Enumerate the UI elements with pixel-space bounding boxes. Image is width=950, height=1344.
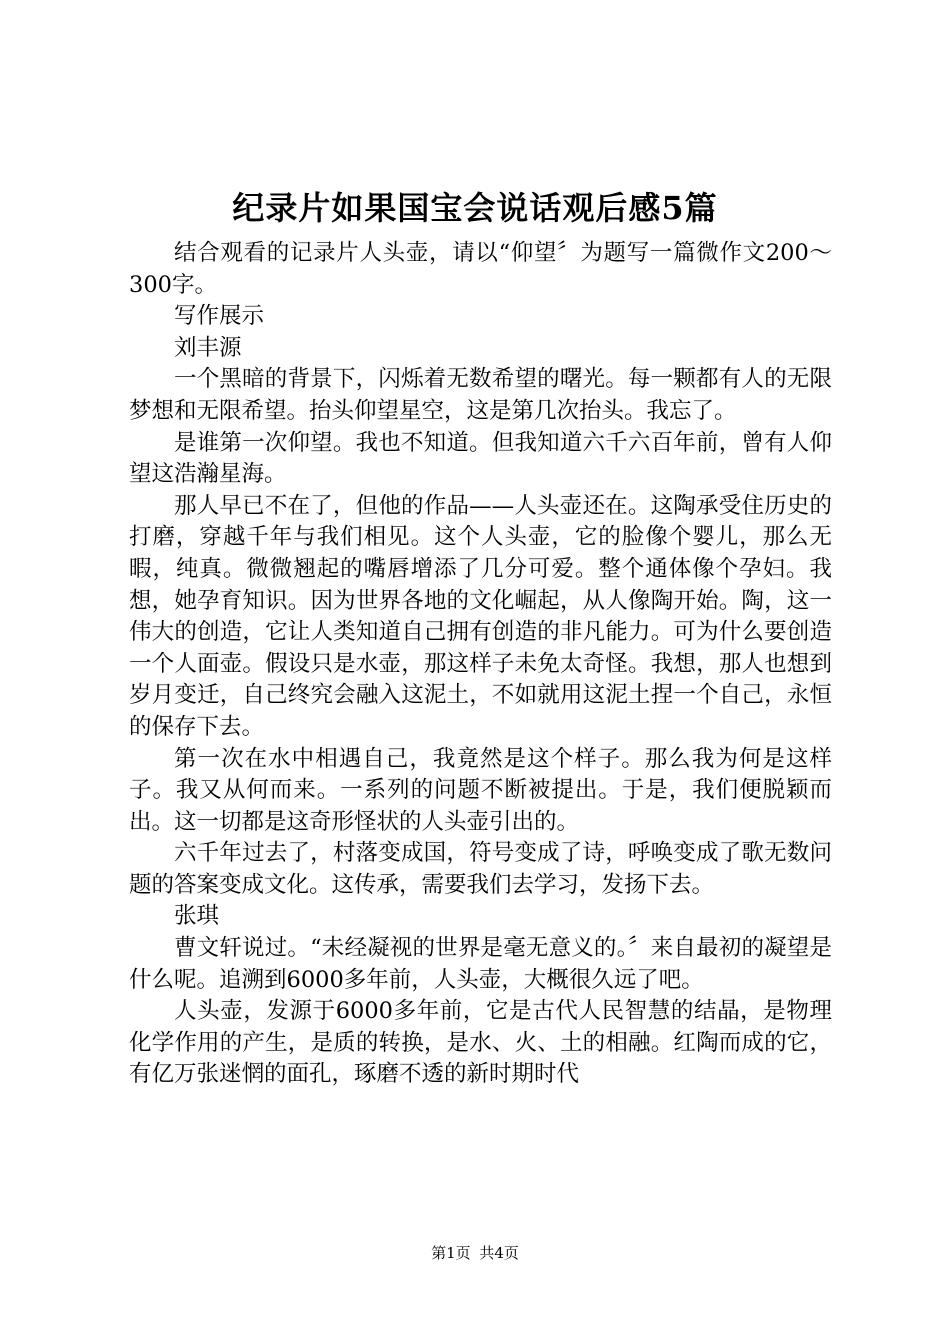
paragraph-author-name: 张琪 <box>174 903 220 930</box>
document-title: 纪录片如果国宝会说话观后感5篇 <box>232 189 718 227</box>
paragraph-section-heading: 写作展示 <box>174 303 265 330</box>
paragraph: 第一次在水中相遇自己，我竟然是这个样子。那么我为何是这样子。我又从何而来。一系列的问题不断被提出。于是，我们便脱颖而出。这一切都是这奇形怪状的人头壶引出的。 <box>129 745 832 835</box>
paragraph: 六千年过去了，村落变成国，符号变成了诗，呼唤变成了歌无数问题的答案变成文化。这传承，需要我们去学习，发扬下去。 <box>129 840 832 898</box>
paragraph: 一个黑暗的背景下，闪烁着无数希望的曙光。每一颗都有人的无限梦想和无限希望。抬头仰望星空，这是第几次抬头。我忘了。 <box>129 366 832 424</box>
page-number: 第1页 <box>431 1244 471 1262</box>
paragraph: 那人早已不在了，但他的作品——人头壶还在。这陶承受住历史的打磨，穿越千年与我们相见。这个人头壶，它的脸像个婴儿，那么无暇，纯真。微微翘起的嘴唇增添了几分可爱。整个通体像个孕妇。我想，她孕育知识。因为世界各地的文化崛起，从人像陶开始。陶，这一伟大的创造，它让人类知道自己拥有创造的非凡能力。可为什么要创造一个人面壶。假设只是水壶，那这样子未免太奇怪。我想，那人也想到岁月变迁，自己终究会融入这泥土，不如就用这泥土捏一个自己，永恒的保存下去。 <box>129 492 832 740</box>
page-footer <box>0 1243 950 1263</box>
paragraph-author-name: 刘丰源 <box>174 334 242 361</box>
paragraph-prompt: 结合观看的记录片人头壶，请以“仰望〞为题写一篇微作文200～300字。 <box>129 240 832 298</box>
paragraph: 是谁第一次仰望。我也不知道。但我知道六千六百年前，曾有人仰望这浩瀚星海。 <box>129 429 832 488</box>
paragraph: 曹文轩说过。“未经凝视的世界是毫无意义的。〞来自最初的凝望是什么呢。追溯到6000多年前，人头壶，大概很久远了吧。 <box>129 935 832 993</box>
page-total: 共4页 <box>479 1244 519 1262</box>
paragraph: 人头壶，发源于6000多年前，它是古代人民智慧的结晶，是物理化学作用的产生，是质的转换，是水、火、土的相融。红陶而成的它，有亿万张迷惘的面孔，琢磨不透的新时期时代 <box>129 998 832 1088</box>
document-body <box>129 238 832 1091</box>
